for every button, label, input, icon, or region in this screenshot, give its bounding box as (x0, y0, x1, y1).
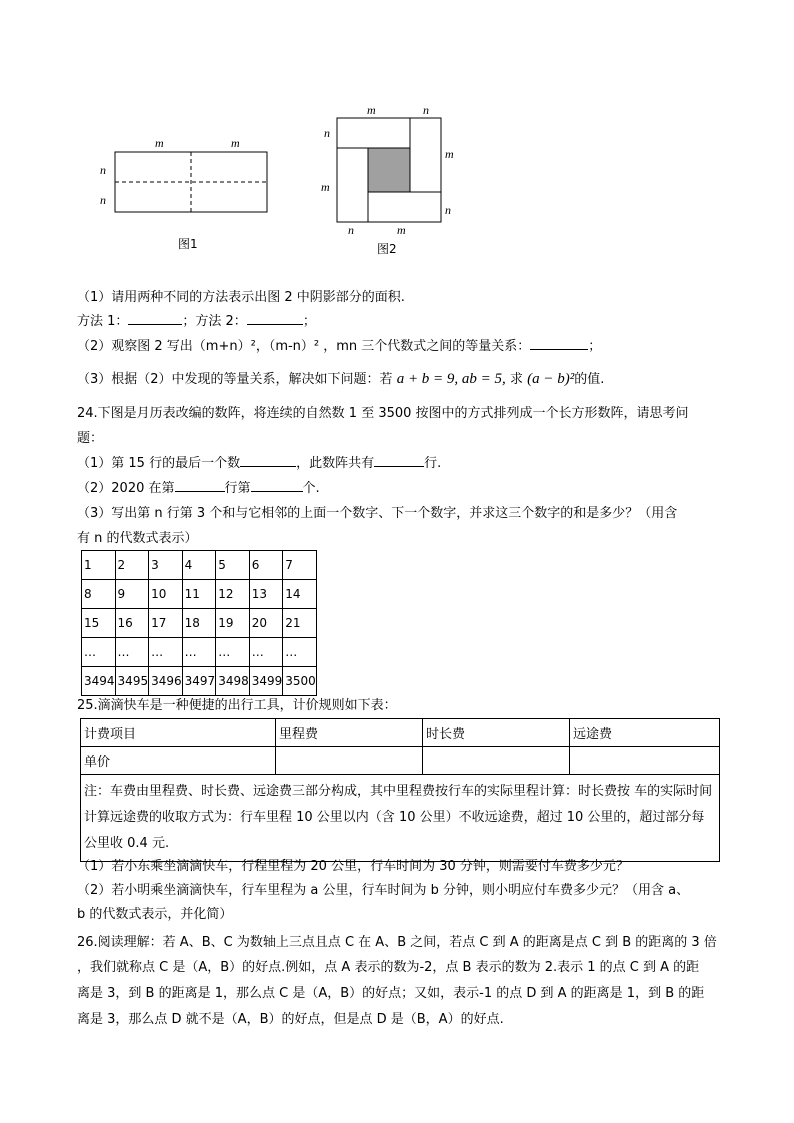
table-cell: 11 (182, 580, 216, 609)
fig2-label-m-bottom: m (397, 223, 406, 237)
table-cell: … (182, 638, 216, 667)
q24-intro-line2: 题： (77, 431, 104, 446)
table-row (82, 667, 317, 696)
table-cell: … (149, 638, 183, 667)
fee-header-distance: 远途费 (570, 719, 720, 747)
table-cell: 3 (149, 551, 183, 580)
figure-2-diagram (330, 110, 450, 230)
table-cell: 3495 (115, 667, 149, 696)
q24-part1-blank1[interactable] (240, 466, 296, 467)
q23-part3-condition: a + b = 9, ab = 5, (396, 371, 506, 387)
fig2-label-n-top: n (423, 103, 429, 117)
q26-line3: 离是 3，到 B 的距离是 1，那么点 C 是（A，B）的好点；又如，表示-1 的点 D 到 A 的距离是 1，到 B 的距 (77, 986, 705, 1001)
table-row (82, 609, 317, 638)
q25-part2-line2: b 的代数式表示，并化简） (77, 907, 233, 922)
method2-label: ；方法 2： (182, 314, 247, 329)
q26-line4: 离是 3，那么点 D 就不是（A，B）的好点，但是点 D 是（B，A）的好点. (77, 1012, 504, 1027)
q23-part3-end: 的值. (574, 372, 605, 387)
q24-part1 (77, 455, 441, 473)
fig2-right-rect (410, 118, 441, 192)
fig1-caption: 图1 (178, 237, 198, 251)
fee-header-mileage: 里程费 (276, 719, 423, 747)
fig2-top-rect (337, 118, 410, 148)
table-cell: 16 (115, 609, 149, 638)
q23-part1: （1）请用两种不同的方法表示出图 2 中阴影部分的面积. (77, 290, 405, 305)
table-cell: … (283, 638, 317, 667)
fee-table-note-row (81, 775, 720, 862)
q24-part1-a: （1）第 15 行的最后一个数 (77, 456, 241, 471)
fig2-label-n-right: n (445, 203, 451, 217)
q23-part1-methods (77, 313, 316, 331)
q24-part1-b: ，此数阵共有 (296, 456, 375, 471)
figure-1-diagram (95, 130, 285, 225)
fig1-label-m-left: m (155, 136, 164, 150)
fee-note: 注：车费由里程费、时长费、远途费三部分构成，其中里程费按行车的实际里程计算：时长费按 车的实际时间计算远途费的收取方式为：行车里程 10 公里以内（含 10 公里）不收远途费，超过 10 公里的，超过部分每公里收 0.4 元. (81, 775, 720, 862)
q25-part1: （1）若小东乘坐滴滴快车，行程里程为 20 公里，行车时间为 30 分钟，则需要付车费多少元？ (77, 859, 629, 874)
table-cell: 3500 (283, 667, 317, 696)
q26-line1: 26.阅读理解：若 A、B、C 为数轴上三点且点 C 在 A、B 之间，若点 C 到 A 的距离是点 C 到 B 的距离的 3 倍 (77, 935, 717, 950)
q23-part3 (77, 370, 604, 389)
table-cell: 3497 (182, 667, 216, 696)
q26-line2: ，我们就称点 C 是（A，B）的好点.例如，点 A 表示的数为-2，点 B 表示的数为 2.表示 1 的点 C 到 A 的距 (77, 960, 700, 975)
fig2-left-rect (337, 148, 368, 222)
table-cell: 2 (115, 551, 149, 580)
table-cell: 7 (283, 551, 317, 580)
table-cell: … (115, 638, 149, 667)
table-cell: 4 (182, 551, 216, 580)
table-cell: 21 (283, 609, 317, 638)
q23-part2-text: （2）观察图 2 写出（m+n）²，（m-n）² ，mn 三个代数式之间的等量关系： (77, 339, 531, 354)
q24-part3-line1: （3）写出第 n 行第 3 个和与它相邻的上面一个数字、下一个数字，并求这三个数字的和是多少？（用含 (77, 506, 678, 521)
table-cell: 17 (149, 609, 183, 638)
fee-row-label: 单价 (81, 747, 276, 775)
fig2-caption: 图2 (377, 242, 397, 256)
method2-blank[interactable] (247, 324, 303, 325)
table-cell: 3496 (149, 667, 183, 696)
table-cell: 18 (182, 609, 216, 638)
method-end: ； (302, 314, 316, 329)
q23-part3-qiu: 求 (509, 372, 523, 387)
table-cell: 12 (216, 580, 250, 609)
table-cell: 5 (216, 551, 250, 580)
fee-header-time: 时长费 (423, 719, 570, 747)
table-cell: 20 (249, 609, 283, 638)
table-cell: 13 (249, 580, 283, 609)
fig1-label-n-bottom: n (100, 193, 106, 207)
fig2-shaded-square (368, 148, 410, 192)
table-cell: 8 (82, 580, 116, 609)
table-cell: 19 (216, 609, 250, 638)
fig1-label-m-right: m (231, 136, 240, 150)
fee-cell-time (423, 747, 570, 775)
q23-part2 (77, 338, 601, 356)
fig1-label-n-top: n (100, 163, 106, 177)
q25-intro: 25.滴滴快车是一种便捷的出行工具，计价规则如下表： (77, 698, 397, 713)
table-cell: 3499 (249, 667, 283, 696)
q25-part2-line1: （2）若小明乘坐滴滴快车，行车里程为 a 公里，行车时间为 b 分钟，则小明应付车费多少元？（用含 a、 (77, 883, 690, 898)
fee-table (80, 718, 720, 862)
table-cell: … (249, 638, 283, 667)
q24-part2-a: （2）2020 在第 (77, 481, 175, 496)
q24-intro-line1: 24.下图是月历表改编的数阵，将连续的自然数 1 至 3500 按图中的方式排列成一个长方形数阵，请思考问 (77, 406, 689, 421)
q24-part2 (77, 480, 320, 498)
method1-label: 方法 1： (77, 314, 129, 329)
fee-header-item: 计费项目 (81, 719, 276, 747)
fig2-bottom-rect (368, 192, 441, 222)
table-cell: 3494 (82, 667, 116, 696)
fig2-label-m-top: m (367, 103, 376, 117)
table-cell: … (82, 638, 116, 667)
q24-part1-c: 行. (424, 456, 442, 471)
q23-part3-expression: (a − b)² (527, 371, 575, 387)
q24-part3-line2: 有 n 的代数式表示） (77, 531, 198, 546)
fee-table-header-row (81, 719, 720, 747)
fig2-label-m-left: m (321, 180, 330, 194)
fee-cell-mileage (276, 747, 423, 775)
table-cell: 10 (149, 580, 183, 609)
table-row (82, 551, 317, 580)
q24-part2-c: 个. (302, 481, 320, 496)
q23-part2-end: ； (588, 339, 602, 354)
table-row (82, 638, 317, 667)
number-array-table (81, 550, 317, 696)
q24-part2-b: 行第 (224, 481, 251, 496)
fig2-label-n-bottom: n (348, 223, 354, 237)
fig2-label-n-left: n (324, 126, 330, 140)
q24-part2-blank1[interactable] (175, 491, 225, 492)
fee-cell-distance (570, 747, 720, 775)
q24-part2-blank2[interactable] (251, 491, 303, 492)
q23-part2-blank[interactable] (530, 349, 588, 350)
table-cell: 3498 (216, 667, 250, 696)
q23-part3-text: （3）根据（2）中发现的等量关系，解决如下问题：若 (77, 372, 393, 387)
table-cell: 14 (283, 580, 317, 609)
fee-table-price-row (81, 747, 720, 775)
table-cell: 9 (115, 580, 149, 609)
fig2-label-m-right: m (445, 147, 454, 161)
table-cell: 6 (249, 551, 283, 580)
method1-blank[interactable] (128, 324, 182, 325)
table-cell: 15 (82, 609, 116, 638)
q24-part1-blank2[interactable] (374, 466, 424, 467)
table-cell: … (216, 638, 250, 667)
table-row (82, 580, 317, 609)
table-cell: 1 (82, 551, 116, 580)
